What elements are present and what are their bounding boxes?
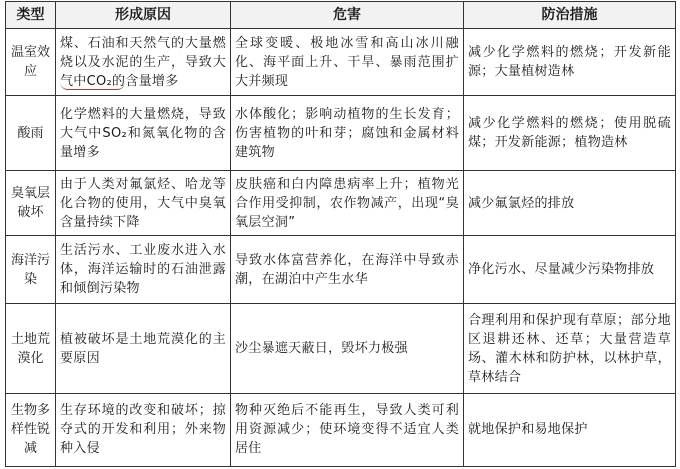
row-measures: 减少氟氯烃的排放 [464, 171, 676, 236]
header-harm: 危害 [231, 2, 464, 29]
table-row [6, 96, 676, 171]
row-measures: 净化污水、尽量减少污染物排放 [464, 236, 676, 304]
row-cause: 植被破坏是土地荒漠化的主要原因 [56, 304, 231, 393]
row-type: 海洋污染 [6, 236, 56, 304]
row-harm: 物种灭绝后不能再生，导致人类可利用资源减少；使环境变得不适宜人类居住 [231, 393, 464, 466]
table-row [6, 304, 676, 393]
row-type: 土地荒漠化 [6, 304, 56, 393]
row-type: 温室效应 [6, 29, 56, 96]
table-row [6, 393, 676, 466]
header-type: 类型 [6, 2, 56, 29]
row-cause: 由于人类对氟氯烃、哈龙等化合物的使用，大气中臭氧含量持续下降 [56, 171, 231, 236]
table-row [6, 236, 676, 304]
row-cause: 化学燃料的大量燃烧，导致大气中SO₂和氮氧化物的含量增多 [56, 96, 231, 171]
table-row [6, 171, 676, 236]
header-row [6, 2, 676, 29]
row-measures: 就地保护和易地保护 [464, 393, 676, 466]
row-type: 臭氧层破坏 [6, 171, 56, 236]
cause-text: 煤、石油和天然气的大量燃烧以及水泥的生产，导致大 [60, 35, 226, 70]
row-cause: 生存环境的改变和破坏；掠夺式的开发和利用；外来物种入侵 [56, 393, 231, 466]
row-harm: 全球变暖、极地冰雪和高山冰川融化、海平面上升、干旱、暴雨范围扩大并频现 [231, 29, 464, 96]
environment-problems-table [5, 1, 676, 467]
row-harm: 水体酸化；影响动植物的生长发育；伤害植物的叶和芽；腐蚀和金属材料建筑物 [231, 96, 464, 171]
handwritten-underline-mark: 气中CO₂的 [60, 73, 126, 89]
row-cause: 生活污水、工业废水进入水体，海洋运输时的石油泄露和倾倒污染物 [56, 236, 231, 304]
table-row [6, 29, 676, 96]
row-measures: 减少化学燃料的燃烧；开发新能源；大量植树造林 [464, 29, 676, 96]
row-measures: 减少化学燃料的燃烧；使用脱硫煤；开发新能源；植物造林 [464, 96, 676, 171]
row-harm: 皮肤癌和白内障患病率上升；植物光合作用受抑制，农作物减产，出现“臭氧层空洞” [231, 171, 464, 236]
cause-text: 含量增多 [125, 73, 179, 89]
row-type: 生物多样性锐减 [6, 393, 56, 466]
header-cause: 形成原因 [56, 2, 231, 29]
header-measures: 防治措施 [464, 2, 676, 29]
row-measures: 合理利用和保护现有草原；部分地区退耕还林、还草；大量营造草场、灌木林和防护林，以林护草，草林结合 [464, 304, 676, 393]
row-type: 酸雨 [6, 96, 56, 171]
row-harm: 沙尘暴遮天蔽日，毁坏力极强 [231, 304, 464, 393]
row-cause [56, 29, 231, 96]
row-harm: 导致水体富营养化，在海洋中导致赤潮，在湖泊中产生水华 [231, 236, 464, 304]
